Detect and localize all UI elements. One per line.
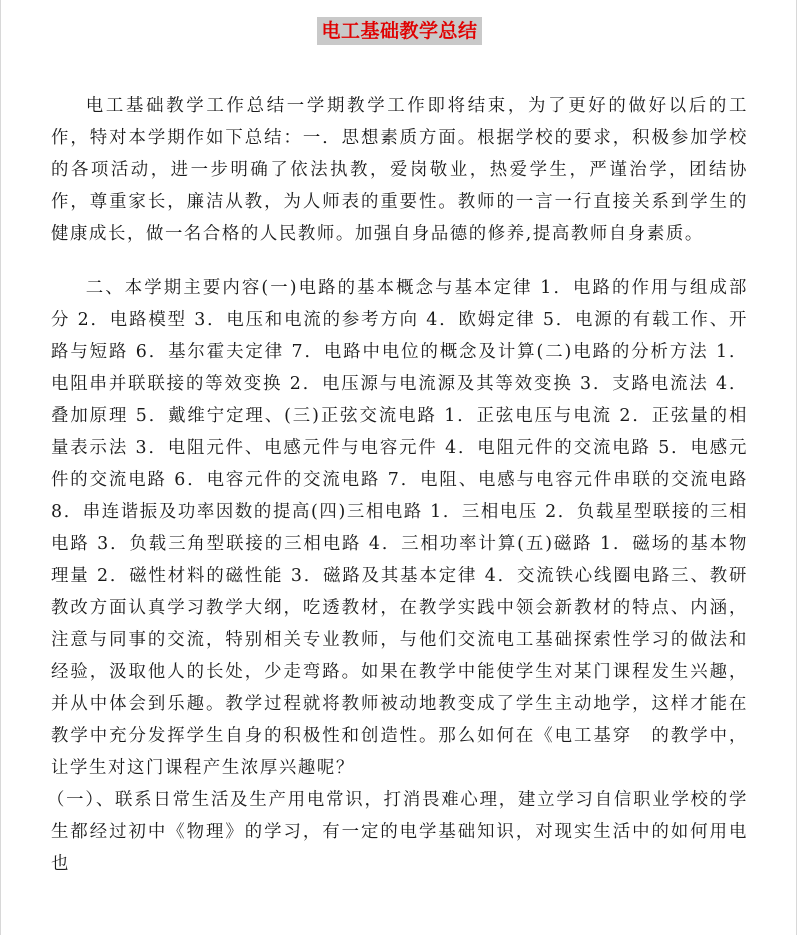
document-title: 电工基础教学总结 <box>317 17 481 45</box>
title-container <box>1 17 797 45</box>
paragraph-section-one: （一）、联系日常生活及生产用电常识，打消畏难心理，建立学习自信职业学校的学生都经过初中《物理》的学习，有一定的电学基础知识，对现实生活中的如何用电也 <box>47 790 748 874</box>
paragraph-summary-intro: 电工基础教学工作总结一学期教学工作即将结束，为了更好的做好以后的工作，特对本学期作如下总结：一．思想素质方面。根据学校的要求，积极参加学校的各项活动，进一步明确了依法执教，爱岗敬业，热爱学生，严谨治学，团结协作，尊重家长，廉洁从教，为人师表的重要性。教师的一言一行直接关系到学生的健康成长，做一名合格的人民教师。加强自身品德的修养,提高教师自身素质。 <box>51 96 748 244</box>
document-body <box>47 90 748 880</box>
paragraph-course-content: 二、本学期主要内容(一)电路的基本概念与基本定律 1．电路的作用与组成部分 2．电路模型 3．电压和电流的参考方向 4．欧姆定律 5．电源的有载工作、开路与短路 6．基尔霍夫定律 7．电路中电位的概念及计算(二)电路的分析方法 1．电阻串并联联接的等效变换 2．电压源与电流源及其等效变换 3．支路电流法 4．叠加原理 5．戴维宁定理、(三)正弦交流电路 1．正弦电压与电流 2．正弦量的相量表示法 3．电阻元件、电感元件与电容元件 4．电阻元件的交流电路 5．电感元件的交流电路 6．电容元件的交流电路 7．电阻、电感与电容元件串联的交流电路 8．串连谐振及功率因数的提高(四)三相电路 1．三相电压 2．负载星型联接的三相电路 3．负载三角型联接的三相电路 4．三相功率计算(五)磁路 1．磁场的基本物理量 2．磁性材料的磁性能 3．磁路及其基本定律 4．交流铁心线圈电路三、教研教改方面认真学习教学大纲，吃透教材，在教学实践中领会新教材的特点、内涵，注意与同事的交流，特别相关专业教师，与他们交流电工基础探索性学习的做法和经验，汲取他人的长处，少走弯路。如果在教学中能使学生对某门课程发生兴趣，并从中体会到乐趣。教学过程就将教师被动地教变成了学生主动地学，这样才能在教学中充分发挥学生自身的积极性和创造性。那么如何在《电工基穿 的教学中，让学生对这门课程产生浓厚兴趣呢？ <box>51 278 748 778</box>
